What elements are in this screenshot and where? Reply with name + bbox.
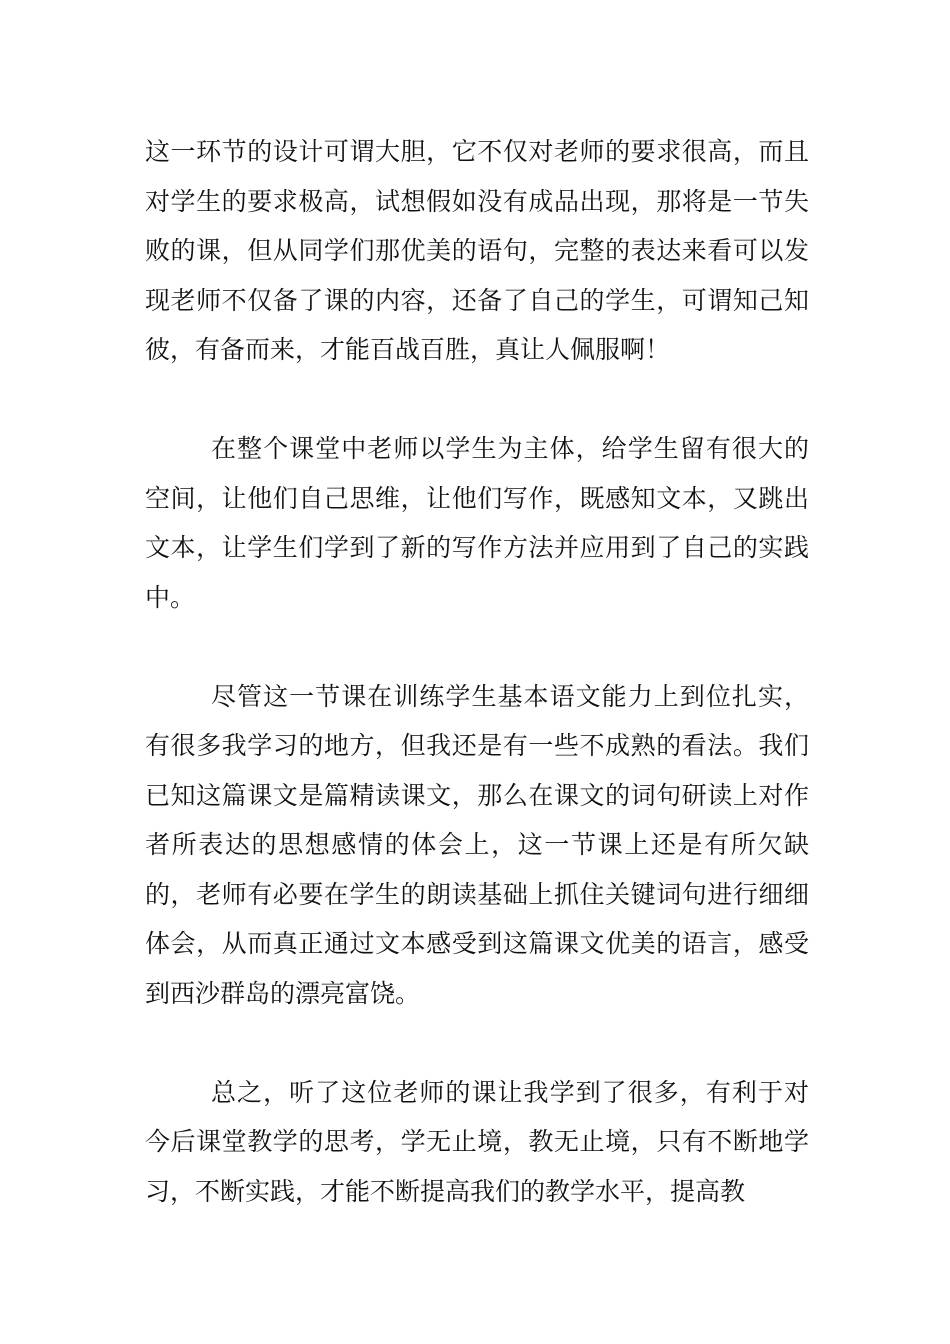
paragraph-2: 在整个课堂中老师以学生为主体，给学生留有很大的空间，让他们自己思维，让他们写作，既感知文本，又跳出文本，让学生们学到了新的写作方法并应用到了自己的实践中。 — [145, 434, 809, 612]
paragraph-4: 总之，听了这位老师的课让我学到了很多，有利于对今后课堂教学的思考，学无止境，教无止境，只有不断地学习，不断实践，才能不断提高我们的教学水平，提高教 — [145, 1077, 809, 1206]
paragraph-1: 这一环节的设计可谓大胆，它不仅对老师的要求很高，而且对学生的要求极高，试想假如没有成品出现，那将是一节失败的课，但从同学们那优美的语句，完整的表达来看可以发现老师不仅备了课的内容，还备了自己的学生，可谓知己知彼，有备而来，才能百战百胜，真让人佩服啊！ — [145, 137, 809, 364]
document-body — [145, 127, 809, 1216]
paragraph-3: 尽管这一节课在训练学生基本语文能力上到位扎实，有很多我学习的地方，但我还是有一些不成熟的看法。我们已知这篇课文是篇精读课文，那么在课文的词句研读上对作者所表达的思想感情的体会上，这一节课上还是有所欠缺的，老师有必要在学生的朗读基础上抓住关键词句进行细细体会，从而真正通过文本感受到这篇课文优美的语言，感受到西沙群岛的漂亮富饶。 — [145, 681, 809, 1008]
